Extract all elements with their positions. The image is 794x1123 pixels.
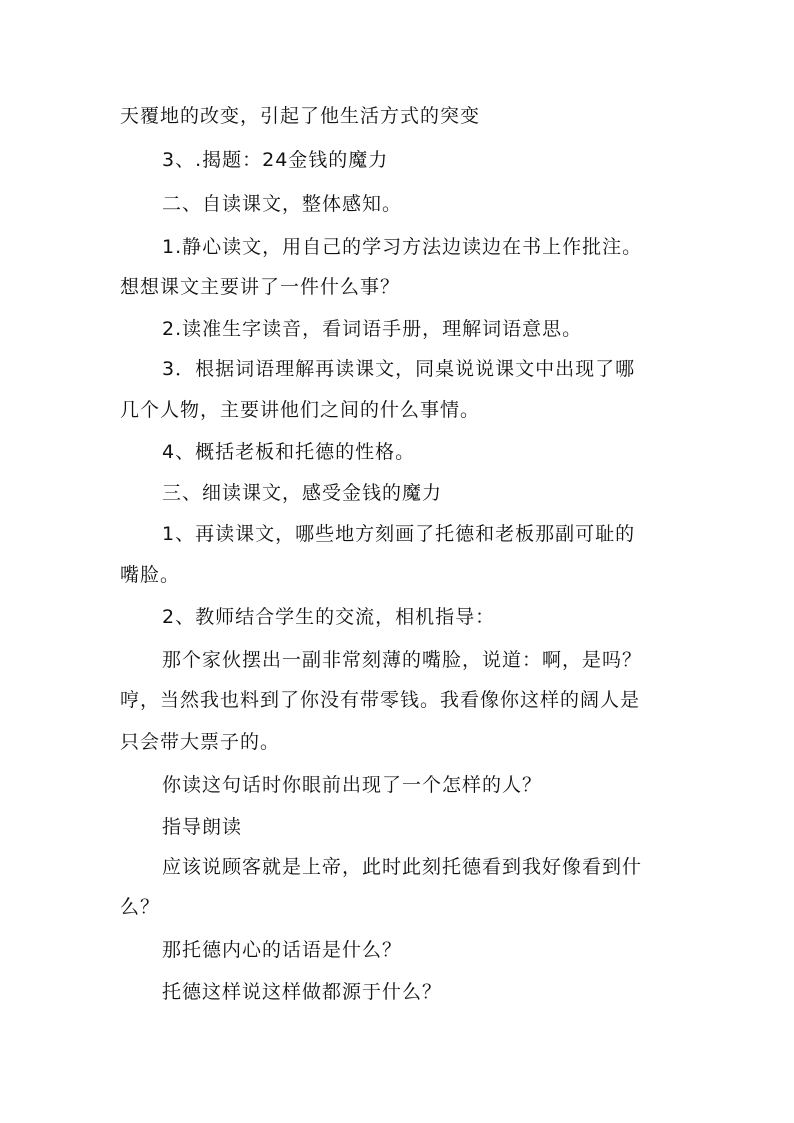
quote-line: 哼，当然我也料到了你没有带零钱。我看像你这样的阔人是 xyxy=(120,689,641,711)
section-heading: 三、细读课文，感受金钱的魔力 xyxy=(162,482,443,504)
text-line: 想想课文主要讲了一件什么事？ xyxy=(120,276,401,298)
text-line: 3．根据词语理解再读课文，同桌说说课文中出现了哪 xyxy=(162,358,636,380)
text-line: 1、再读课文，哪些地方刻画了托德和老板那副可耻的 xyxy=(162,523,636,545)
question-line: 么？ xyxy=(120,896,161,918)
section-heading: 3、.揭题：24金钱的魔力 xyxy=(162,149,389,171)
text-line: 2.读准生字读音，看词语手册，理解词语意思。 xyxy=(162,318,583,340)
quote-line: 那个家伙摆出一副非常刻薄的嘴脸，说道：啊，是吗？ xyxy=(162,649,643,671)
question-line: 应该说顾客就是上帝，此时此刻托德看到我好像看到什 xyxy=(162,856,643,878)
text-line: 4、概括老板和托德的性格。 xyxy=(162,441,416,463)
text-line: 1.静心读文，用自己的学习方法边读边在书上作批注。 xyxy=(162,236,643,258)
question-line: 托德这样说这样做都源于什么？ xyxy=(162,981,443,1003)
question-line: 你读这句话时你眼前出现了一个怎样的人？ xyxy=(162,774,543,796)
section-heading: 二、自读课文，整体感知。 xyxy=(162,193,403,215)
text-line: 2、教师结合学生的交流，相机指导： xyxy=(162,606,496,628)
text-line: 几个人物，主要讲他们之间的什么事情。 xyxy=(120,399,481,421)
text-line: 嘴脸。 xyxy=(120,564,181,586)
quote-line: 只会带大票子的。 xyxy=(120,731,281,753)
question-line: 那托德内心的话语是什么？ xyxy=(162,939,403,961)
text-line: 天覆地的改变，引起了他生活方式的突变 xyxy=(120,105,481,127)
text-line: 指导朗读 xyxy=(162,816,243,838)
